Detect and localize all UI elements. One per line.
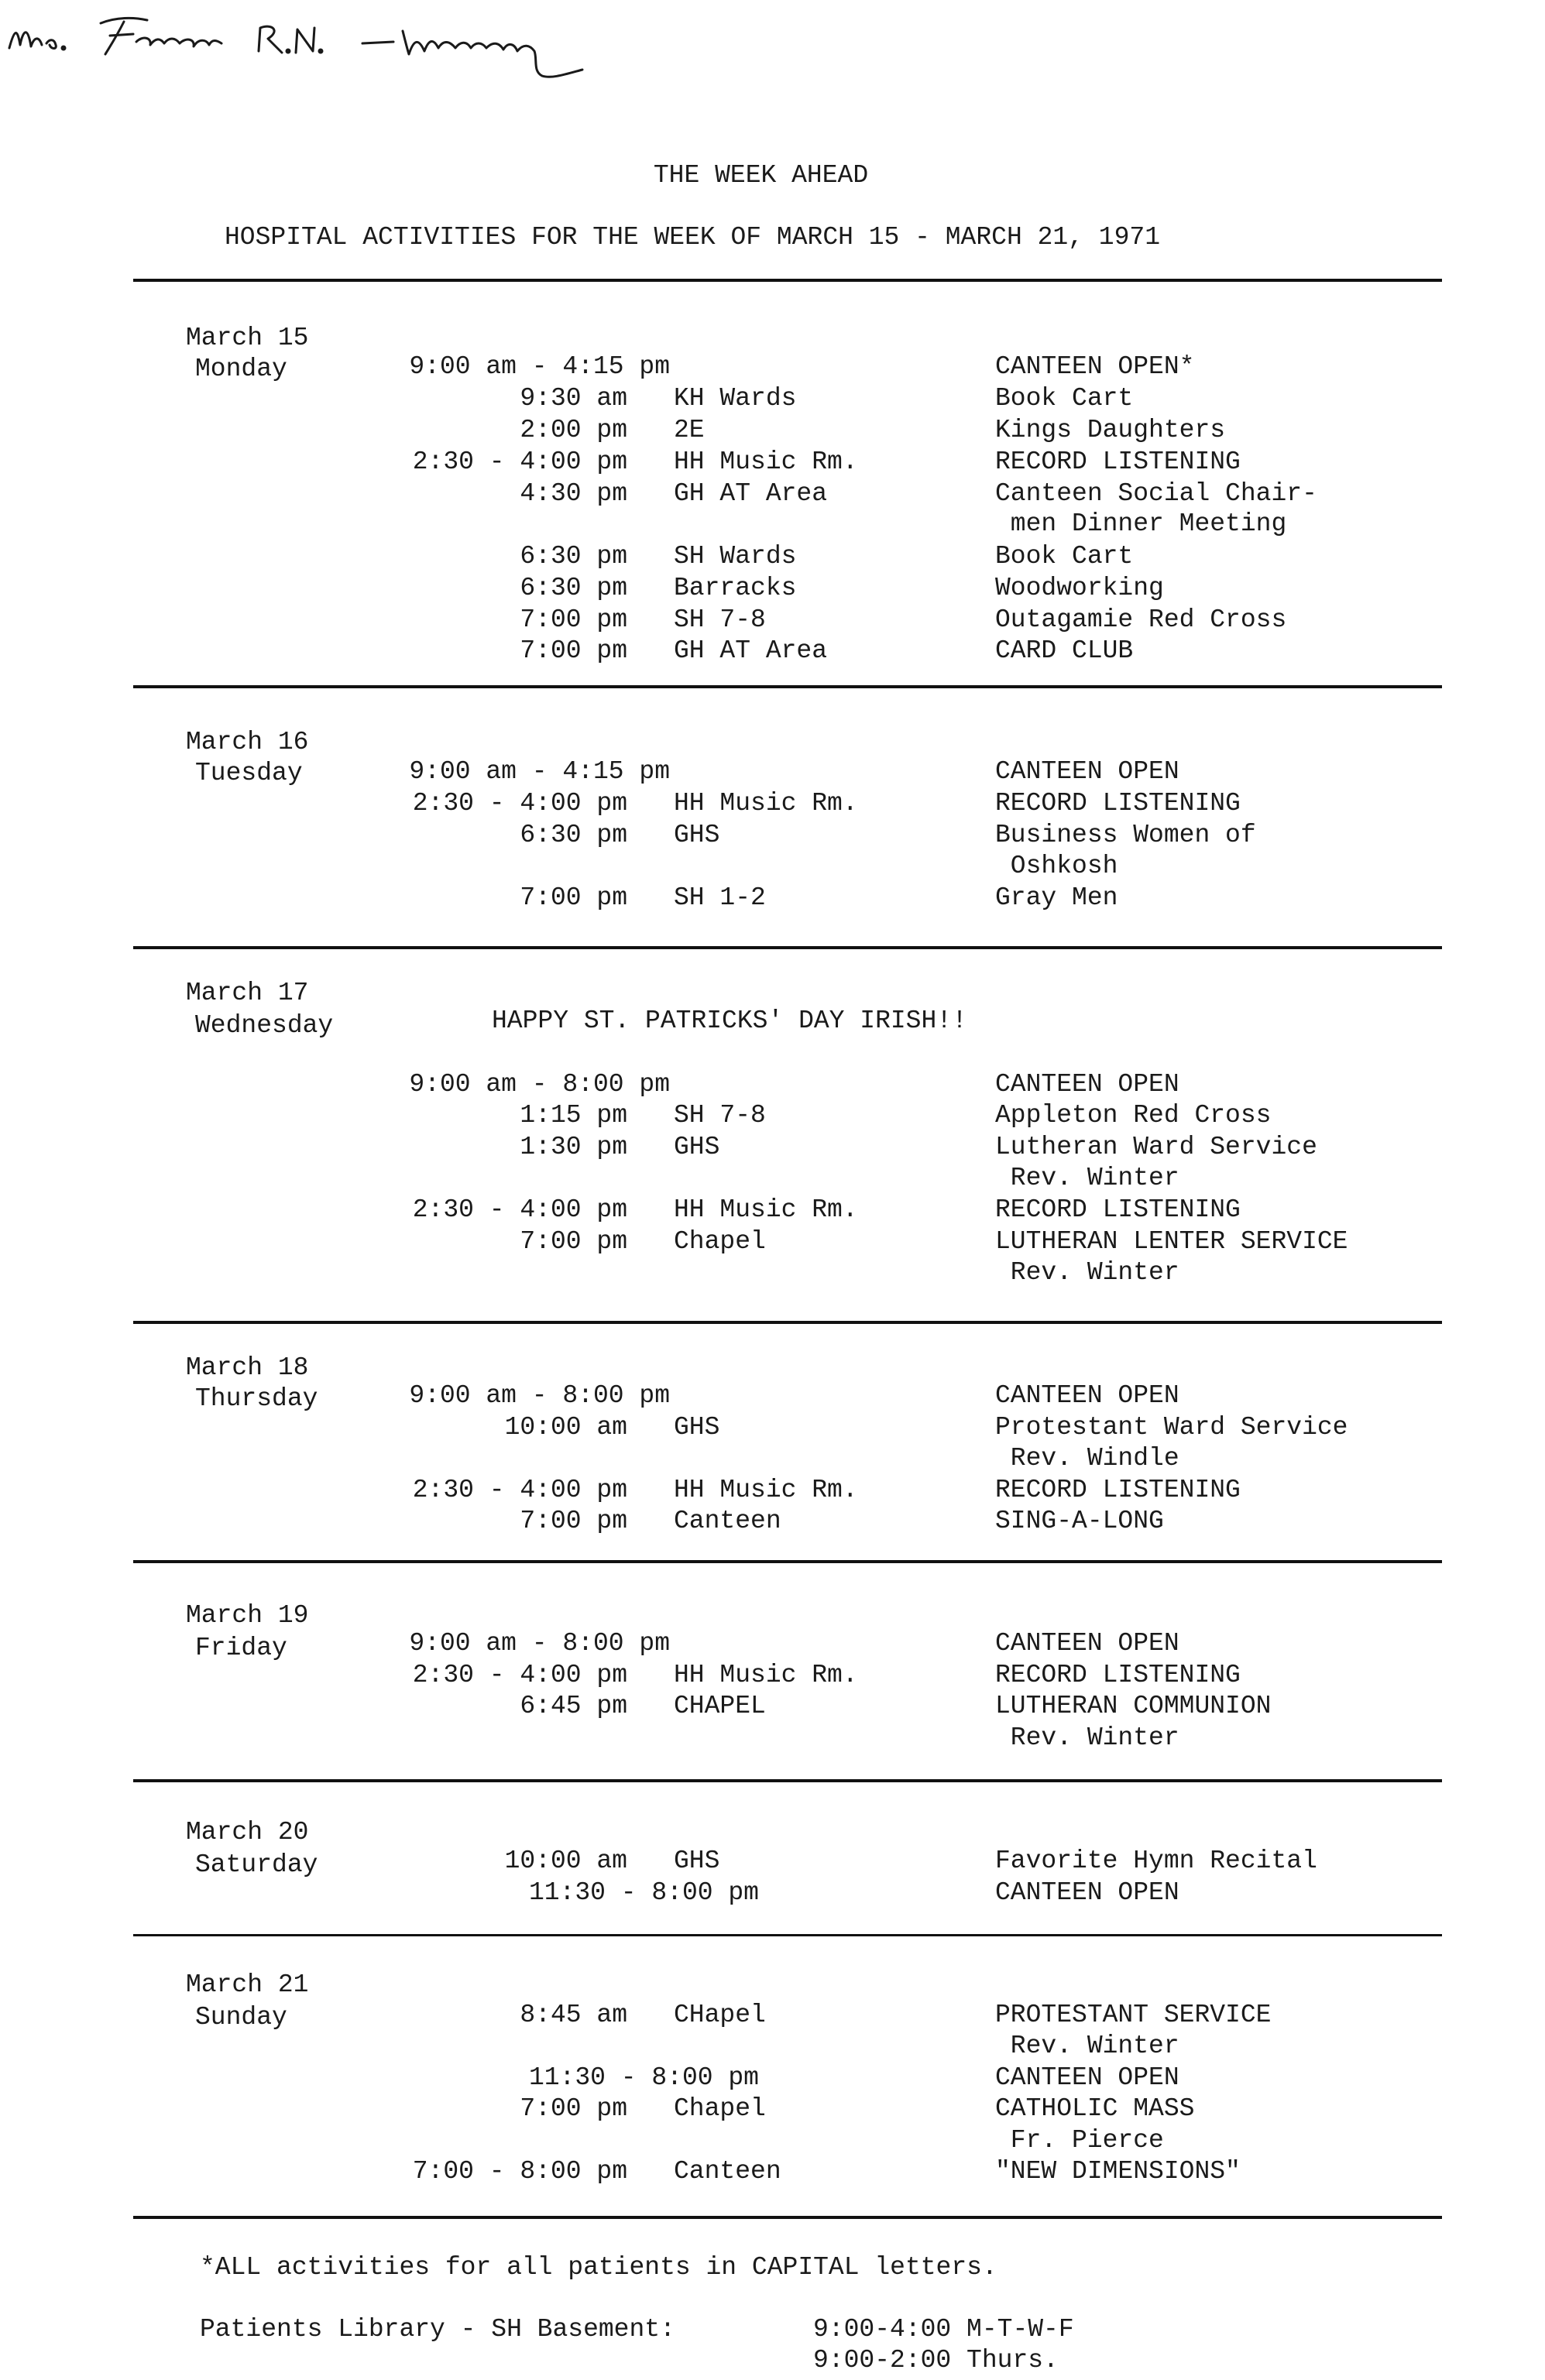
row-location: 2E — [674, 416, 705, 444]
schedule-row — [0, 448, 1545, 479]
row-location: GHS — [674, 1133, 720, 1161]
row-activity: Lutheran Ward Service — [995, 1133, 1317, 1161]
footnote: *ALL activities for all patients in CAPITAL letters. — [200, 2253, 997, 2282]
row-location: CHAPEL — [674, 1692, 766, 1720]
row-location: Canteen — [674, 1507, 781, 1535]
row-location: Chapel — [674, 1227, 766, 1256]
schedule-row — [0, 1413, 1545, 1445]
row-time: 2:30 - 4:00 pm — [412, 1476, 627, 1504]
day-weekday: Wednesday — [195, 1011, 334, 1040]
day-date: March 18 — [186, 1353, 309, 1382]
row-activity: Favorite Hymn Recital — [995, 1847, 1317, 1875]
schedule-row — [0, 1195, 1545, 1227]
schedule-row — [0, 1227, 1545, 1259]
row-activity: Rev. Winter — [995, 1258, 1179, 1287]
schedule-row — [0, 2001, 1545, 2032]
row-location: SH 7-8 — [674, 605, 766, 634]
schedule-row — [0, 1878, 1545, 1910]
row-activity: CATHOLIC MASS — [995, 2094, 1195, 2123]
row-location: HH Music Rm. — [674, 448, 858, 476]
day-weekday: Sunday — [195, 2003, 287, 2032]
row-activity: Business Women of — [995, 821, 1256, 849]
row-time: 11:30 - 8:00 pm — [528, 2063, 759, 2092]
row-activity: CANTEEN OPEN — [995, 1070, 1179, 1099]
row-location: HH Music Rm. — [674, 1476, 858, 1504]
row-location: SH 7-8 — [674, 1101, 766, 1130]
row-location: SH 1-2 — [674, 883, 766, 912]
schedule-row — [0, 2126, 1545, 2158]
row-time: 7:00 pm — [520, 605, 627, 634]
row-activity: Woodworking — [995, 574, 1164, 602]
section-divider — [133, 1934, 1442, 1936]
row-location: CHapel — [674, 2001, 766, 2029]
row-location: SH Wards — [674, 542, 797, 571]
row-time: 7:00 pm — [520, 636, 627, 665]
row-activity: RECORD LISTENING — [995, 1476, 1241, 1504]
row-activity: RECORD LISTENING — [995, 448, 1241, 476]
day-weekday: Tuesday — [195, 759, 303, 787]
row-activity: CANTEEN OPEN — [995, 2063, 1179, 2092]
row-location: Chapel — [674, 2094, 766, 2123]
schedule-row — [0, 352, 1545, 384]
row-time: 9:00 am - 8:00 pm — [409, 1629, 670, 1658]
row-location: HH Music Rm. — [674, 789, 858, 818]
row-time: 8:45 am — [520, 2001, 627, 2029]
library-hours-thursday: 9:00-2:00 Thurs. — [813, 2346, 1059, 2375]
row-activity: CANTEEN OPEN — [995, 1629, 1179, 1658]
section-divider — [133, 685, 1442, 688]
day-weekday: Friday — [195, 1634, 287, 1662]
row-activity: Kings Daughters — [995, 416, 1226, 444]
row-time: 6:30 pm — [520, 542, 627, 571]
day-date: March 19 — [186, 1601, 309, 1630]
schedule-row — [0, 384, 1545, 416]
row-activity: Book Cart — [995, 542, 1134, 571]
row-activity: Gray Men — [995, 883, 1118, 912]
row-activity: CANTEEN OPEN — [995, 1381, 1179, 1410]
row-time: 2:30 - 4:00 pm — [412, 1661, 627, 1689]
row-time: 9:00 am - 8:00 pm — [409, 1381, 670, 1410]
row-activity: "NEW DIMENSIONS" — [995, 2157, 1241, 2186]
row-activity: RECORD LISTENING — [995, 1195, 1241, 1224]
row-activity: Canteen Social Chair- — [995, 479, 1317, 508]
row-time: 6:45 pm — [520, 1692, 627, 1720]
row-time: 6:30 pm — [520, 821, 627, 849]
schedule-row — [0, 1070, 1545, 1102]
row-activity: Outagamie Red Cross — [995, 605, 1287, 634]
row-time: 9:00 am - 4:15 pm — [409, 352, 670, 381]
row-time: 7:00 pm — [520, 2094, 627, 2123]
day-date: March 15 — [186, 324, 309, 352]
row-time: 9:00 am - 8:00 pm — [409, 1070, 670, 1099]
row-time: 9:30 am — [520, 384, 627, 413]
schedule-row — [0, 852, 1545, 883]
row-activity: Book Cart — [995, 384, 1134, 413]
section-divider — [133, 1779, 1442, 1782]
handwritten-annotation — [0, 0, 774, 93]
holiday-banner: HAPPY ST. PATRICKS' DAY IRISH!! — [492, 1007, 967, 1035]
row-activity: CANTEEN OPEN* — [995, 352, 1195, 381]
row-activity: Appleton Red Cross — [995, 1101, 1272, 1130]
row-activity: CANTEEN OPEN — [995, 757, 1179, 786]
row-location: GHS — [674, 1847, 720, 1875]
schedule-row — [0, 479, 1545, 511]
day-weekday: Thursday — [195, 1384, 318, 1413]
row-activity: LUTHERAN LENTER SERVICE — [995, 1227, 1348, 1256]
row-location: GH AT Area — [674, 479, 828, 508]
document-title: THE WEEK AHEAD — [653, 161, 869, 190]
row-time: 4:30 pm — [520, 479, 627, 508]
schedule-row — [0, 416, 1545, 448]
row-location: KH Wards — [674, 384, 797, 413]
row-location: Barracks — [674, 574, 797, 602]
row-location: GHS — [674, 1413, 720, 1442]
row-activity: CARD CLUB — [995, 636, 1134, 665]
schedule-row — [0, 2063, 1545, 2095]
row-activity: CANTEEN OPEN — [995, 1878, 1179, 1907]
schedule-row — [0, 2032, 1545, 2063]
day-weekday: Saturday — [195, 1850, 318, 1879]
row-time: 7:00 pm — [520, 1227, 627, 1256]
row-activity: Protestant Ward Service — [995, 1413, 1348, 1442]
schedule-row — [0, 1444, 1545, 1476]
day-date: March 16 — [186, 728, 309, 756]
schedule-row — [0, 757, 1545, 789]
day-weekday: Monday — [195, 355, 287, 383]
section-divider — [133, 2216, 1442, 2219]
schedule-row — [0, 2094, 1545, 2126]
row-activity: Rev. Winter — [995, 1164, 1179, 1192]
row-activity: LUTHERAN COMMUNION — [995, 1692, 1272, 1720]
row-activity: Oshkosh — [995, 852, 1118, 880]
row-time: 6:30 pm — [520, 574, 627, 602]
schedule-row — [0, 605, 1545, 637]
row-activity: Rev. Windle — [995, 1444, 1179, 1473]
row-location: GH AT Area — [674, 636, 828, 665]
library-hours-weekday: 9:00-4:00 M-T-W-F — [813, 2315, 1074, 2344]
row-activity: RECORD LISTENING — [995, 1661, 1241, 1689]
schedule-row — [0, 509, 1545, 541]
schedule-row — [0, 821, 1545, 852]
row-activity: SING-A-LONG — [995, 1507, 1164, 1535]
row-activity: Fr. Pierce — [995, 2126, 1164, 2155]
day-date: March 17 — [186, 979, 309, 1007]
schedule-row — [0, 2157, 1545, 2189]
schedule-row — [0, 883, 1545, 915]
document-subtitle: HOSPITAL ACTIVITIES FOR THE WEEK OF MARCH 15 - MARCH 21, 1971 — [225, 223, 1160, 252]
section-divider — [133, 1321, 1442, 1324]
schedule-row — [0, 789, 1545, 821]
row-activity: RECORD LISTENING — [995, 789, 1241, 818]
row-time: 7:00 - 8:00 pm — [412, 2157, 627, 2186]
schedule-row — [0, 1661, 1545, 1692]
schedule-row — [0, 1381, 1545, 1413]
row-time: 7:00 pm — [520, 883, 627, 912]
row-location: HH Music Rm. — [674, 1661, 858, 1689]
row-time: 10:00 am — [504, 1413, 627, 1442]
row-activity: PROTESTANT SERVICE — [995, 2001, 1272, 2029]
schedule-row — [0, 1507, 1545, 1538]
row-time: 10:00 am — [504, 1847, 627, 1875]
schedule-row — [0, 1258, 1545, 1290]
schedule-row — [0, 1101, 1545, 1133]
library-label: Patients Library - SH Basement: — [200, 2315, 675, 2344]
row-activity: men Dinner Meeting — [995, 509, 1287, 538]
schedule-row — [0, 1133, 1545, 1164]
row-location: HH Music Rm. — [674, 1195, 858, 1224]
schedule-row — [0, 1847, 1545, 1878]
schedule-row — [0, 1164, 1545, 1195]
schedule-row — [0, 542, 1545, 574]
schedule-row — [0, 1723, 1545, 1755]
row-time: 2:30 - 4:00 pm — [412, 1195, 627, 1224]
row-time: 1:30 pm — [520, 1133, 627, 1161]
row-location: GHS — [674, 821, 720, 849]
schedule-row — [0, 1692, 1545, 1723]
row-time: 2:00 pm — [520, 416, 627, 444]
row-activity: Rev. Winter — [995, 1723, 1179, 1752]
day-date: March 21 — [186, 1970, 309, 1999]
row-activity: Rev. Winter — [995, 2032, 1179, 2060]
section-divider — [133, 279, 1442, 282]
row-time: 2:30 - 4:00 pm — [412, 448, 627, 476]
day-date: March 20 — [186, 1818, 309, 1847]
row-time: 7:00 pm — [520, 1507, 627, 1535]
schedule-row — [0, 1476, 1545, 1507]
schedule-row — [0, 636, 1545, 668]
row-time: 11:30 - 8:00 pm — [528, 1878, 759, 1907]
section-divider — [133, 946, 1442, 949]
schedule-row — [0, 1629, 1545, 1661]
row-time: 2:30 - 4:00 pm — [412, 789, 627, 818]
row-time: 1:15 pm — [520, 1101, 627, 1130]
row-time: 9:00 am - 4:15 pm — [409, 757, 670, 786]
row-location: Canteen — [674, 2157, 781, 2186]
schedule-row — [0, 574, 1545, 605]
section-divider — [133, 1560, 1442, 1563]
